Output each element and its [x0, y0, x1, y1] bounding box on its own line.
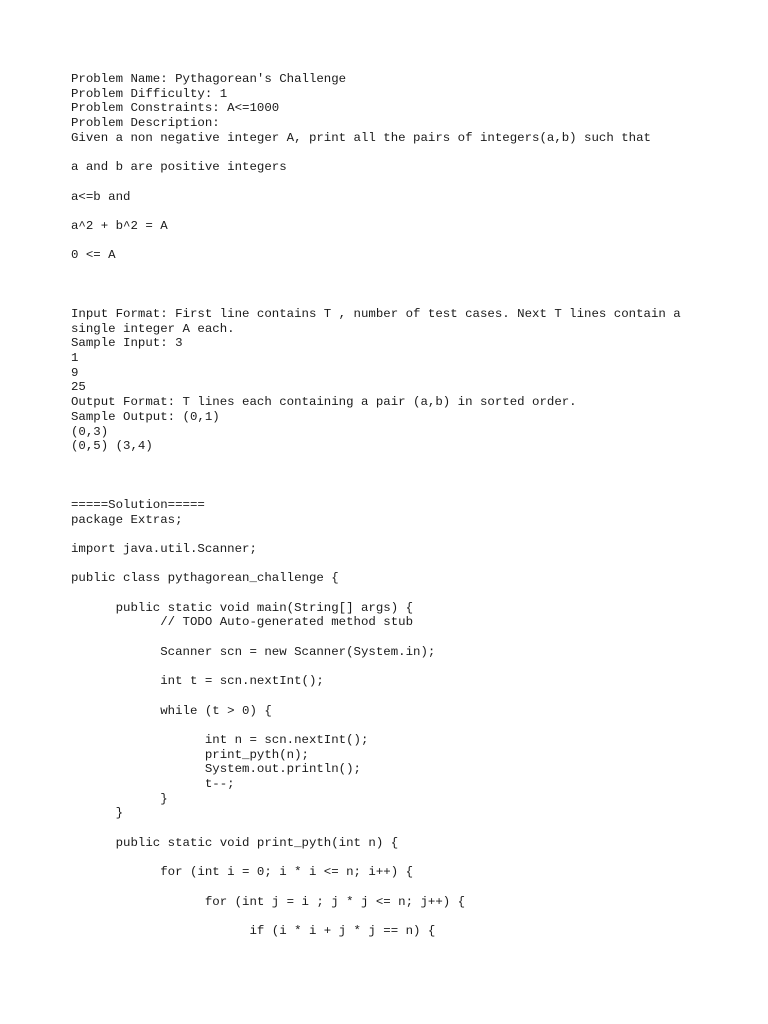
blank-line: [71, 469, 751, 484]
blank-line: [71, 527, 751, 542]
blank-line: [71, 660, 751, 675]
text-line: import java.util.Scanner;: [71, 542, 257, 556]
blank-line: [71, 689, 751, 704]
text-line: print_pyth(n);: [71, 747, 309, 762]
blank-line: [71, 850, 751, 865]
blank-line: [71, 175, 751, 190]
text-line: Problem Difficulty: 1: [71, 86, 228, 101]
text-line: Scanner scn = new Scanner(System.in);: [71, 644, 436, 659]
text-line: for (int i = 0; i * i <= n; i++) {: [71, 865, 414, 880]
blank-line: [71, 263, 751, 278]
text-line: (0,5) (3,4): [71, 439, 153, 454]
text-line: public static void print_pyth(int n) {: [71, 835, 399, 850]
text-line: // TODO Auto-generated method stub: [71, 615, 414, 630]
text-line: public class pythagorean_challenge {: [71, 571, 339, 586]
text-line: Problem Description:: [71, 116, 220, 131]
text-line: int n = scn.nextInt();: [71, 732, 369, 747]
text-line: 0 <= A: [71, 248, 116, 263]
text-line: if (i * i + j * j == n) {: [71, 923, 436, 938]
blank-line: [71, 557, 751, 572]
blank-line: [71, 718, 751, 733]
text-line: 25: [71, 380, 86, 395]
blank-line: [71, 821, 751, 836]
text-line: while (t > 0) {: [71, 703, 272, 718]
text-line: }: [71, 791, 168, 806]
text-line: package Extras;: [71, 512, 183, 527]
text-line: for (int j = i ; j * j <= n; j++) {: [71, 894, 466, 909]
text-line: Sample Output: (0,1): [71, 409, 220, 424]
text-line: public static void main(String[] args) {: [71, 600, 414, 615]
text-line: single integer A each.: [71, 321, 235, 336]
blank-line: [71, 278, 751, 293]
text-line: t--;: [71, 777, 235, 791]
blank-line: [71, 454, 751, 469]
text-line: a<=b and: [71, 189, 131, 204]
text-line: System.out.println();: [71, 762, 361, 777]
text-line: Problem Constraints: A<=1000: [71, 101, 280, 116]
text-line: 1: [71, 351, 79, 366]
blank-line: [71, 586, 751, 601]
text-line: Given a non negative integer A, print all the pairs of integers(a,b) such that: [71, 130, 651, 145]
blank-line: [71, 880, 751, 895]
blank-line: [71, 234, 751, 249]
blank-line: [71, 292, 751, 307]
text-line: a^2 + b^2 = A: [71, 218, 168, 233]
text-line: int t = scn.nextInt();: [71, 674, 324, 689]
blank-line: [71, 909, 751, 924]
text-line: a and b are positive integers: [71, 160, 287, 175]
text-line: Output Format: T lines each containing a pair (a,b) in sorted order.: [71, 395, 577, 410]
text-line: Input Format: First line contains T , number of test cases. Next T lines contain a: [71, 307, 681, 321]
blank-line: [71, 483, 751, 498]
text-line: Sample Input: 3: [71, 336, 183, 351]
text-line: =====Solution=====: [71, 497, 205, 512]
text-line: Problem Name: Pythagorean's Challenge: [71, 72, 347, 86]
blank-line: [71, 630, 751, 645]
text-line: 9: [71, 365, 79, 380]
blank-line: [71, 145, 751, 160]
text-line: (0,3): [71, 424, 109, 439]
text-line: }: [71, 806, 124, 821]
document-page: [71, 72, 751, 939]
blank-line: [71, 204, 751, 219]
